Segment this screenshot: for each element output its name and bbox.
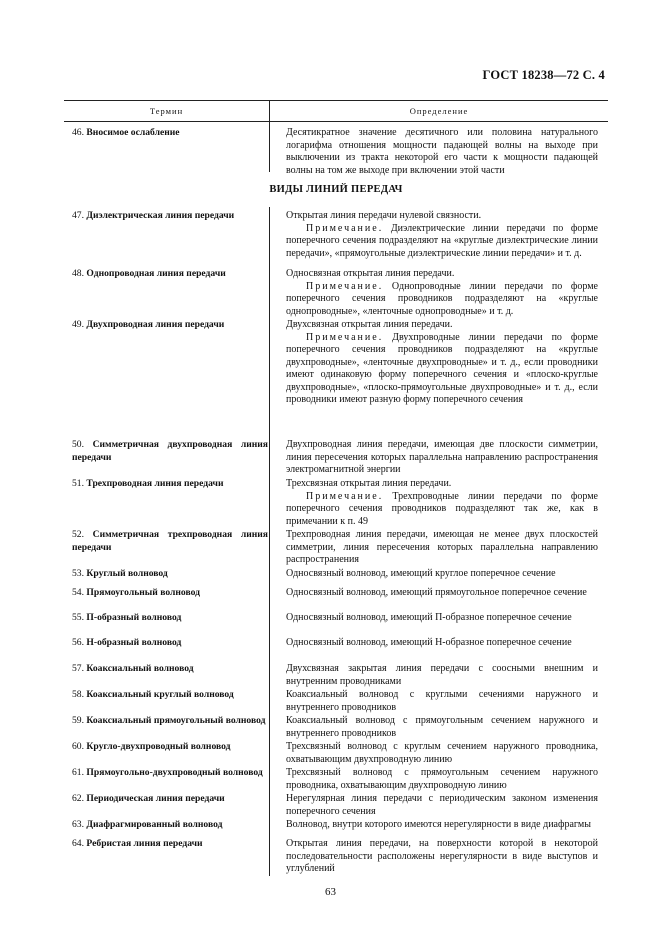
term-cell: 48. Однопроводная линия передачи: [72, 268, 226, 279]
definition-cell: Волновод, внутри которого имеются нерегулярности в виде диафрагмы: [286, 819, 591, 830]
definition-cell: Двухпроводная линия передачи, имеющая две плоскости симметрии, линия пересечения которых параллельна направлению распространения электромагнитной энергии: [286, 439, 598, 475]
column-divider-bottom: [269, 207, 270, 876]
term-cell: 55. П-образный волновод: [72, 612, 182, 623]
term-cell: 56. Н-образный волновод: [72, 637, 182, 648]
definition-cell: Нерегулярная линия передачи с периодическим законом изменения поперечного сечения: [286, 793, 598, 817]
definition-cell: Односвязный волновод, имеющий круглое поперечное сечение: [286, 568, 556, 579]
column-divider-top: [269, 120, 270, 172]
definition-cell: Коаксиальный волновод с прямоугольным сечением наружного и внутреннего проводников: [286, 715, 598, 739]
definition-cell: Трехсвязная открытая линия передачи. Примечание. Трехпроводные линии передачи по форме поперечного сечения проводников подразделяют так же, как в примечании к п. 49: [286, 478, 599, 527]
term-cell: 49. Двухпроводная линия передачи: [72, 319, 225, 330]
term-cell: 61. Прямоугольно-двухпроводный волновод: [72, 767, 263, 778]
definition-cell: Десятикратное значение десятичного или половина натурального логарифма отношения мощности падающей волны на выходе при выключении из тракта некоторой его части к мощности падающей волны на том же выходе при включении этой части: [286, 127, 598, 176]
term-cell: 58. Коаксиальный круглый волновод: [72, 689, 234, 700]
definition-cell: Односвязный волновод, имеющий Н-образное поперечное сечение: [286, 637, 572, 648]
definition-cell: Односвязный волновод, имеющий прямоугольное поперечное сечение: [286, 587, 587, 598]
definition-cell: Односвязный волновод, имеющий П-образное поперечное сечение: [286, 612, 572, 623]
term-cell: 46. Вносимое ослабление: [72, 127, 180, 138]
definition-cell: Односвязная открытая линия передачи. Примечание. Однопроводные линии передачи по форме поперечного сечения проводников подразделяют на «круглые однопроводные», «ленточные однопроводные» и т. д.: [286, 268, 598, 317]
term-cell: 51. Трехпроводная линия передачи: [72, 478, 224, 489]
definition-cell: Открытая линия передачи, на поверхности которой в некоторой последовательности расположены нерегулярности в виде выступов и углублений: [286, 838, 598, 874]
term-cell: 52. Симметричная трехпроводная линия передачи: [72, 529, 269, 553]
page-header: ГОСТ 18238—72 С. 4: [482, 68, 605, 82]
term-cell: 53. Круглый волновод: [72, 568, 168, 579]
term-cell: 59. Коаксиальный прямоугольный волновод: [72, 715, 266, 726]
table-header: [64, 100, 608, 122]
definition-cell: Трехсвязный волновод с прямоугольным сечением наружного проводника, охватывающим двухпроводную линию: [286, 767, 598, 791]
definition-cell: Двухсвязная открытая линия передачи. Примечание. Двухпроводные линии передачи по форме поперечного сечения проводников подразделяют на «круглые двухпроводные», «ленточные двухпроводные» и т. д., если проводники имеют одинаковую форму поперечного сечения и «плоско-круглые двухпроводные», «плоско-прямоугольные двухпроводные» и т. д., если проводники имеют разную форму поперечного сечения: [286, 319, 598, 405]
term-cell: 64. Ребристая линия передачи: [72, 838, 203, 849]
section-title: ВИДЫ ЛИНИЙ ПЕРЕДАЧ: [269, 184, 403, 195]
definition-cell: Открытая линия передачи нулевой связности. Примечание. Диэлектрические линии передачи по форме поперечного сечения подразделяют на «круглые диэлектрические линии передачи», «прямоугольные диэлектрические линии передачи» и т. д.: [286, 210, 598, 259]
term-cell: 63. Диафрагмированный волновод: [72, 819, 223, 830]
column-header-term: Термин: [64, 101, 270, 121]
term-cell: 62. Периодическая линия передачи: [72, 793, 225, 804]
page-number: 63: [325, 886, 336, 898]
column-header-definition: Определение: [409, 106, 469, 116]
term-cell: 57. Коаксиальный волновод: [72, 663, 194, 674]
definition-cell: Трехсвязный волновод с круглым сечением наружного проводника, охватывающим двухпроводную линию: [286, 741, 598, 765]
term-cell: 47. Диэлектрическая линия передачи: [72, 210, 235, 221]
term-cell: 60. Кругло-двухпроводный волновод: [72, 741, 231, 752]
definition-cell: Трехпроводная линия передачи, имеющая не менее двух плоскостей симметрии, линия пересечения которых параллельна направлению распространения: [286, 529, 598, 565]
term-cell: 54. Прямоугольный волновод: [72, 587, 200, 598]
definition-cell: Двухсвязная закрытая линия передачи с соосными внешним и внутренним проводниками: [286, 663, 598, 687]
term-cell: 50. Симметричная двухпроводная линия передачи: [72, 439, 268, 463]
definition-cell: Коаксиальный волновод с круглыми сечениями наружного и внутреннего проводников: [286, 689, 598, 713]
